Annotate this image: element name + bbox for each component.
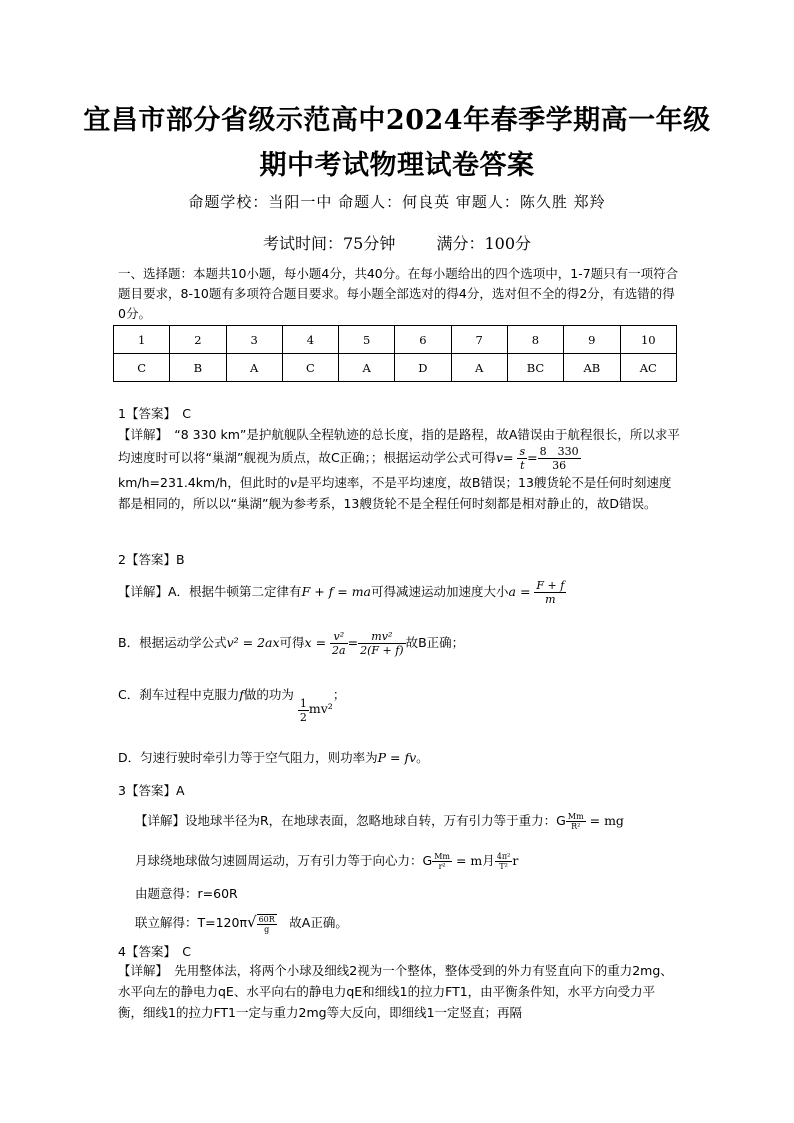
table-cell-number: 10 [620, 326, 676, 354]
full-score: 满分：100分 [436, 234, 531, 253]
table-cell-number: 6 [395, 326, 451, 354]
q1-answer-head: 1【答案】 C [118, 406, 191, 421]
table-cell-number: 3 [226, 326, 282, 354]
q1-frac-num: $\frac{8 330}{36}$ [539, 445, 579, 472]
table-cell-number: 4 [282, 326, 338, 354]
q1-eq: = [527, 450, 538, 465]
table-cell-answer: AB [564, 354, 620, 382]
table-cell-number: 1 [114, 326, 170, 354]
q4-answer-head: 4【答案】 C [118, 944, 191, 959]
table-cell-answer: A [226, 354, 282, 382]
q2-answer-head: 2【答案】B [118, 552, 185, 567]
q3-line1: 【详解】设地球半径为R，在地球表面，忽略地球自转，万有引力等于重力：G $\frac{Mm}{\text{R²}}$ = mg [135, 812, 624, 831]
q1-detail-a: 【详解】 “8 330 km”是护航舰队全程轨迹的总长度，指的是路程，故A错误由于航程很长，所以求平均速度时可以将“巢湖”舰视为质点，故C正确；；根据运动学公式可得 [118, 427, 680, 465]
q1-detail-c: 是平均速率，不是平均速度，故B错误；13艘货轮不是任何时刻速度都是相同的，所以以“巢湖”舰为参考系，13艘货轮不是全程任何时刻都是相对静止的，故D错误。 [118, 475, 672, 511]
table-cell-answer: C [114, 354, 170, 382]
q1-v-eq: v= [495, 450, 514, 465]
q4-detail: 【详解】 先用整体法，将两个小球及细线2视为一个整体，整体受到的外力有竖直向下的重力2mg、水平向左的静电力qE、水平向右的静电力qE和细线1的拉力FT1，由平衡条件知，水平方向受力平衡，细线1的拉力FT1一定与重力2mg等大反向，即细线1一定竖直；再隔 [118, 963, 673, 1020]
page-title: 宜昌市部分省级示范高中2024年春季学期高一年级 [83, 105, 711, 136]
table-cell-number: 5 [339, 326, 395, 354]
page-title-line2: 期中考试物理试卷答案 [259, 150, 535, 181]
table-cell-answer: A [451, 354, 507, 382]
table-row-numbers [114, 326, 677, 354]
section-intro: 一、选择题：本题共10小题，每小题4分，共40分。在每小题给出的四个选项中，1-7题只有一项符合题目要求，8-10题有多项符合题目要求。每小题全部选对的得4分，选对但不全的得2分，有选错的得0分。 [118, 266, 679, 321]
q2-part-b: B．根据运动学公式v² = 2ax可得x = $\frac{\text{v²}}{2a}$ = $\frac{\text{mv²}}{2(F + f)}$ 故B正确； [118, 630, 465, 657]
q3-line2: 月球绕地球做匀速圆周运动，万有引力等于向心力：G $\frac{Mm}{\text{r²}}$ = m月 $\frac{\text{4π²}}{\text{T²}}$ r [135, 852, 519, 871]
table-cell-number: 8 [507, 326, 563, 354]
table-cell-number: 9 [564, 326, 620, 354]
q1-detail-b: km/h=231.4km/h，但此时的 [118, 475, 290, 490]
q2-part-c: C．刹车过程中克服力f做的功为 $\frac{1}{2}$ mv²； [118, 687, 346, 724]
q3-line4: 联立解得：T=120π√ $\frac{60R}{g}$ 故A正确。 [135, 913, 348, 934]
table-cell-answer: C [282, 354, 338, 382]
q3-answer-head: 3【答案】A [118, 783, 185, 798]
answer-table [113, 325, 677, 382]
q1-detail [118, 424, 680, 514]
q1-block [118, 403, 680, 514]
exam-time: 考试时间：75分钟 [262, 234, 396, 253]
q2-part-d: D．匀速行驶时牵引力等于空气阻力，则功率为P = fv。 [118, 750, 429, 765]
table-cell-answer: B [170, 354, 226, 382]
table-cell-answer: A [339, 354, 395, 382]
table-cell-answer: BC [507, 354, 563, 382]
q3-line3: 由题意得：r=60R [135, 886, 238, 901]
table-cell-number: 7 [451, 326, 507, 354]
q2-part-a: 【详解】A．根据牛顿第二定律有F + f = ma可得减速运动加速度大小a = $\frac{F + f}{m}$ [118, 579, 565, 606]
q1-frac-st: $\frac{s}{t}$ [519, 445, 526, 472]
q1-v-word: v [289, 475, 297, 490]
table-row-answers [114, 354, 677, 382]
table-cell-answer: AC [620, 354, 676, 382]
table-cell-answer: D [395, 354, 451, 382]
exam-info [0, 231, 794, 254]
author-line: 命题学校：当阳一中 命题人：何良英 审题人：陈久胜 郑羚 [188, 193, 606, 211]
table-cell-number: 2 [170, 326, 226, 354]
